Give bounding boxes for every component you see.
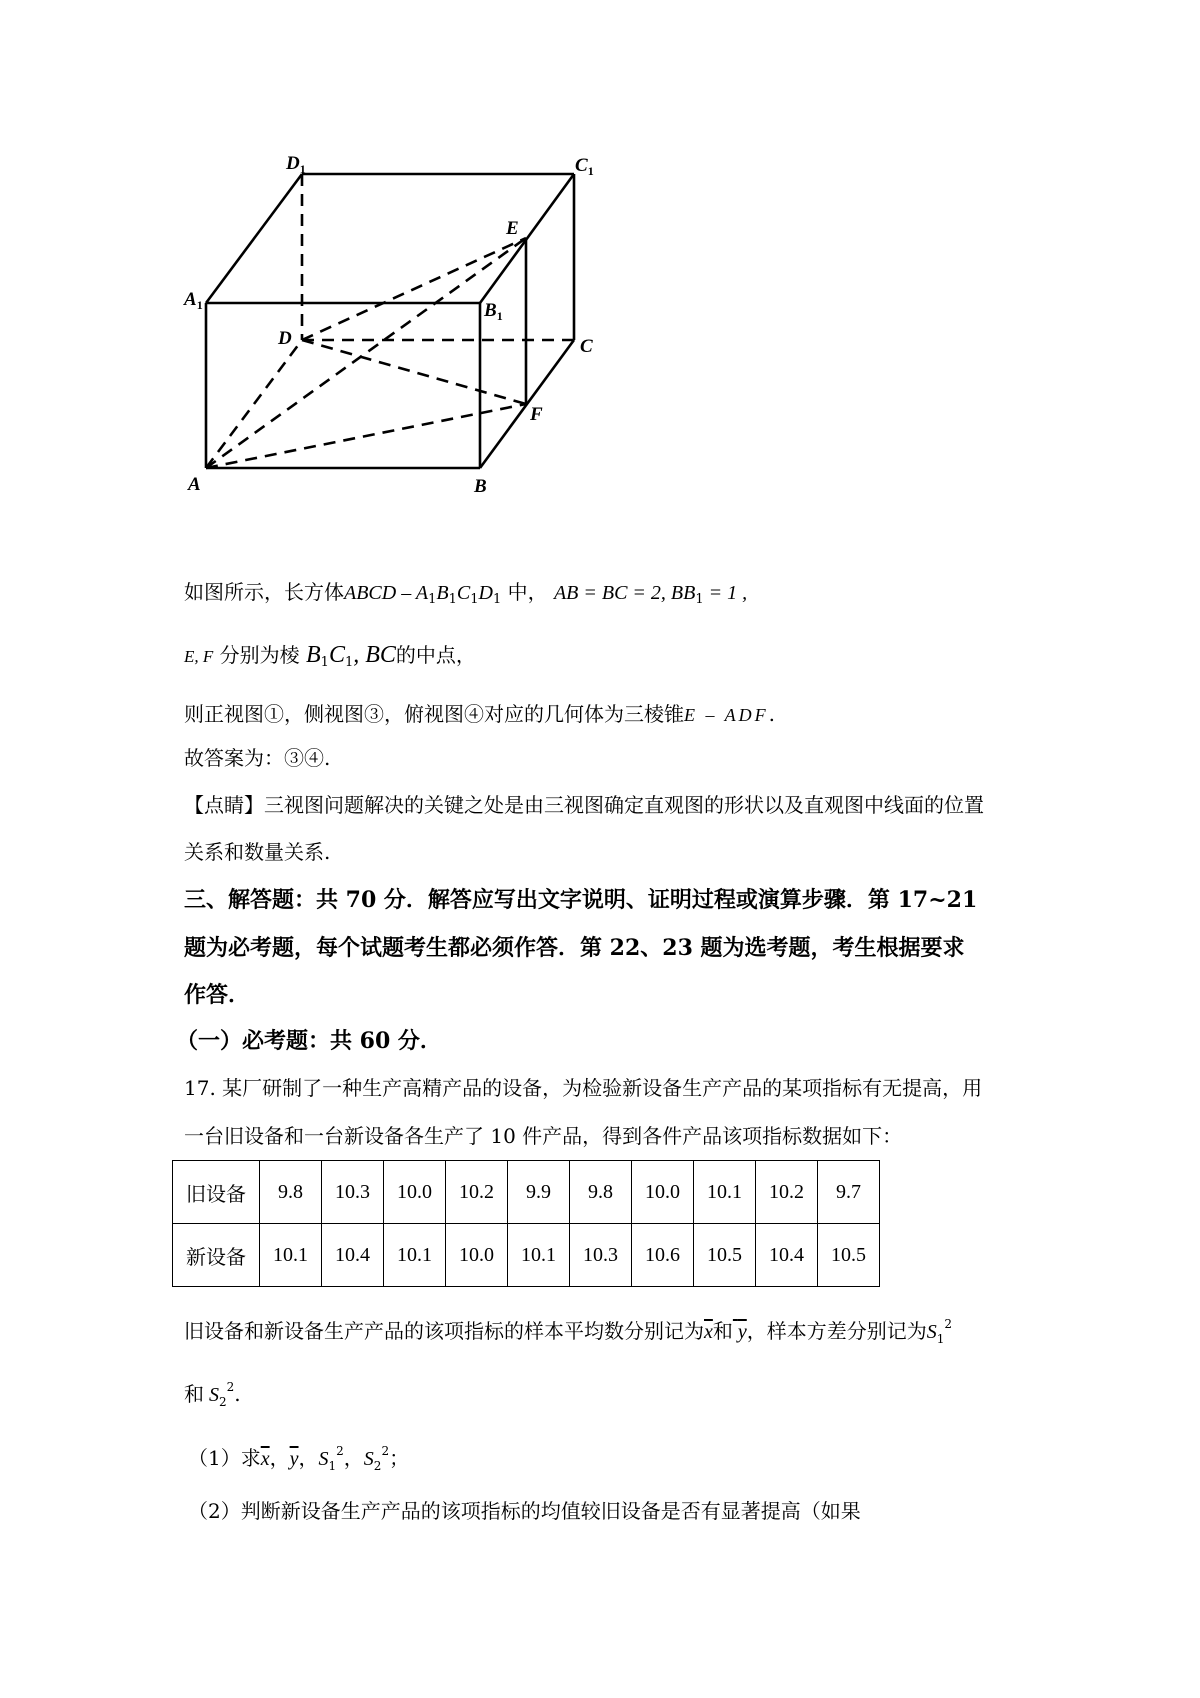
table-cell: 10.1 bbox=[508, 1224, 570, 1287]
table-cell: 10.4 bbox=[756, 1224, 818, 1287]
hidden-A-E bbox=[206, 238, 526, 468]
label-C: C bbox=[580, 336, 593, 357]
table-cell: 10.4 bbox=[322, 1224, 384, 1287]
solution-line-4: 故答案为：③④. bbox=[184, 746, 331, 770]
hidden-D-F bbox=[302, 340, 526, 404]
label-F: F bbox=[530, 404, 543, 425]
table-cell: 9.8 bbox=[570, 1161, 632, 1224]
table-cell: 10.0 bbox=[384, 1161, 446, 1224]
table-row bbox=[173, 1224, 880, 1287]
table-cell: 10.0 bbox=[632, 1161, 694, 1224]
label-A1: $A_1$ bbox=[184, 289, 203, 312]
section-heading-line-1: 三、解答题：共 70 分．解答应写出文字说明、证明过程或演算步骤．第 17~21 bbox=[184, 887, 978, 913]
label-D: D bbox=[278, 328, 292, 349]
table-cell: 10.2 bbox=[756, 1161, 818, 1224]
row-label: 新设备 bbox=[173, 1224, 260, 1287]
table-cell: 10.6 bbox=[632, 1224, 694, 1287]
q17-after-table-line-2: 和 $S_2^2$. bbox=[184, 1380, 241, 1409]
table-cell: 10.3 bbox=[570, 1224, 632, 1287]
solution-line-6: 关系和数量关系. bbox=[184, 840, 331, 864]
hidden-D-E bbox=[302, 238, 526, 340]
solution-line-3: 则正视图①，侧视图③，俯视图④对应的几何体为三棱锥E – ADF. bbox=[184, 702, 776, 726]
table-cell: 10.1 bbox=[384, 1224, 446, 1287]
table-cell: 10.5 bbox=[818, 1224, 880, 1287]
table-cell: 9.8 bbox=[260, 1161, 322, 1224]
label-B: B bbox=[474, 476, 487, 497]
q17-after-table-line-1: 旧设备和新设备生产产品的该项指标的样本平均数分别记为$\overline{x}$和 $\overline{y}$，样本方差分别记为$S_1^2$ bbox=[184, 1317, 953, 1346]
table-cell: 10.5 bbox=[694, 1224, 756, 1287]
q17-line-1: 17. 某厂研制了一种生产高精产品的设备，为检验新设备生产产品的某项指标有无提高，用 bbox=[184, 1076, 983, 1100]
subsection-heading: （一）必考题：共 60 分． bbox=[176, 1028, 442, 1054]
label-C1: $C_1$ bbox=[575, 155, 594, 178]
label-A: A bbox=[188, 474, 201, 495]
hidden-A-D bbox=[206, 340, 302, 468]
table-cell: 10.1 bbox=[260, 1224, 322, 1287]
section-heading-line-3: 作答． bbox=[184, 982, 251, 1008]
row-label: 旧设备 bbox=[173, 1161, 260, 1224]
table-cell: 10.1 bbox=[694, 1161, 756, 1224]
q17-line-2: 一台旧设备和一台新设备各生产了 10 件产品，得到各件产品该项指标数据如下： bbox=[184, 1124, 903, 1148]
table-cell: 10.0 bbox=[446, 1224, 508, 1287]
label-E: E bbox=[506, 218, 519, 239]
table-cell: 10.3 bbox=[322, 1161, 384, 1224]
label-D1: $D_1$ bbox=[286, 153, 306, 176]
table-cell: 9.7 bbox=[818, 1161, 880, 1224]
cuboid-figure bbox=[184, 153, 660, 540]
label-B1: $B_1$ bbox=[484, 300, 503, 323]
solution-line-5: 【点睛】三视图问题解决的关键之处是由三视图确定直观图的形状以及直观图中线面的位置 bbox=[184, 793, 984, 817]
data-table bbox=[172, 1160, 880, 1287]
q17-part-2: （2）判断新设备生产产品的该项指标的均值较旧设备是否有显著提高（如果 bbox=[188, 1499, 861, 1523]
solution-line-1: 如图所示，长方体ABCD – $A_1B_1C_1D_1$ 中， AB = BC = 2, $BB_1 = 1$ , bbox=[184, 580, 748, 607]
edge-A1-D1 bbox=[206, 174, 302, 303]
table-row bbox=[173, 1161, 880, 1224]
q17-part-1: （1）求$\overline{x}$，$\overline{y}$，$S_1^2$，$S_2^2$； bbox=[188, 1444, 410, 1473]
section-heading-line-2: 题为必考题，每个试题考生都必须作答．第 22、23 题为选考题，考生根据要求 bbox=[184, 935, 965, 961]
hidden-A-F bbox=[206, 404, 526, 468]
table-cell: 10.2 bbox=[446, 1161, 508, 1224]
solution-line-2: E, F 分别为棱 $B_1C_1$, BC的中点， bbox=[184, 642, 476, 670]
table-cell: 9.9 bbox=[508, 1161, 570, 1224]
